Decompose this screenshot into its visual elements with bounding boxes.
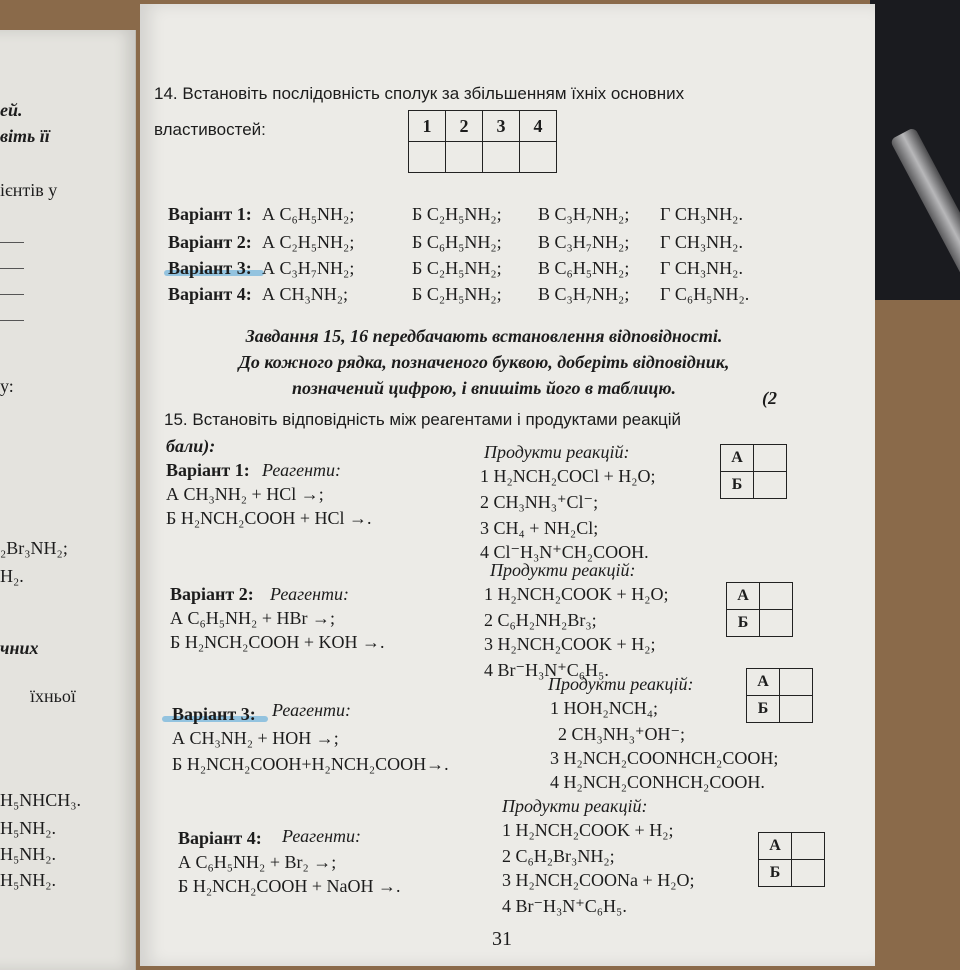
left-fragment: H₅NH₂. [0, 818, 57, 838]
answer-row-label: Б [759, 860, 792, 887]
q14-option-b: Б C₂H₅NH₂; [412, 204, 502, 224]
answer-cell[interactable] [483, 142, 520, 173]
q14-variant-label: Варіант 1: [168, 204, 252, 224]
q15-answer-table [726, 582, 793, 637]
q14-option-c: В C₆H₅NH₂; [538, 258, 630, 278]
left-fragment: віть її [0, 126, 50, 146]
q14-variant-label: Варіант 3: [168, 258, 252, 278]
instruction-line: позначений цифрою, і впишіть його в таблицю. [292, 378, 676, 398]
q14-option-b: Б C₂H₅NH₂; [412, 258, 502, 278]
answer-cell[interactable] [754, 472, 787, 499]
q14-title-cont: властивостей: [154, 120, 266, 139]
product-option: 1 H₂NCH₂COOK + H₂; [502, 820, 674, 840]
product-option: 3 H₂NCH₂COONHCH₂COOH; [550, 748, 779, 768]
q14-option-c: В C₃H₇NH₂; [538, 284, 630, 304]
products-heading: Продукти реакцій: [502, 796, 648, 816]
answer-cell[interactable] [792, 833, 825, 860]
answer-row-label: А [747, 669, 780, 696]
answer-header: 2 [446, 111, 483, 142]
reagent-a: А CH₃NH₂ + HCl →; [166, 484, 324, 504]
answer-row-label: А [759, 833, 792, 860]
q14-option-d: Г C₆H₅NH₂. [660, 284, 750, 304]
left-fragment: H₅NHCH₃. [0, 790, 82, 810]
reagents-heading: Реагенти: [272, 700, 352, 720]
product-option: 1 H₂NCH₂COOK + H₂O; [484, 584, 669, 604]
left-fragment: H₂. [0, 566, 24, 586]
q14-variant-label: Варіант 2: [168, 232, 252, 252]
answer-cell[interactable] [520, 142, 557, 173]
left-fragment: H₅NH₂. [0, 870, 57, 890]
q15-answer-table [720, 444, 787, 499]
answer-cell[interactable] [409, 142, 446, 173]
q14-option-b: Б C₂H₅NH₂; [412, 284, 502, 304]
left-fragment: ієнтів у [0, 180, 58, 200]
products-heading: Продукти реакцій: [484, 442, 630, 462]
reagent-b: Б H₂NCH₂COOH + HCl →. [166, 508, 372, 528]
q14-answer-table [408, 110, 557, 173]
product-option: 4 Br⁻H₃N⁺C₆H₅. [484, 660, 609, 680]
q14-option-d: Г CH₃NH₂. [660, 258, 743, 278]
instruction-line: До кожного рядка, позначеного буквою, доберіть відповідник, [238, 352, 730, 372]
product-option: 2 C₆H₂NH₂Br₃; [484, 610, 597, 630]
reagent-a: А C₆H₅NH₂ + Br₂ →; [178, 852, 337, 872]
q14-title: 14. Встановіть послідовність сполук за збільшенням їхніх основних [154, 84, 685, 103]
q14-option-a: А CH₃NH₂; [262, 284, 349, 304]
product-option: 3 H₂NCH₂COOK + H₂; [484, 634, 656, 654]
q14-option-a: А C₂H₅NH₂; [262, 232, 355, 252]
answer-cell[interactable] [760, 583, 793, 610]
reagents-heading: Реагенти: [270, 584, 350, 604]
product-option: 3 H₂NCH₂COONa + H₂O; [502, 870, 695, 890]
instruction-line: Завдання 15, 16 передбачають встановлення відповідності. [245, 326, 723, 346]
products-heading: Продукти реакцій: [490, 560, 636, 580]
left-dash [0, 268, 24, 269]
answer-cell[interactable] [760, 610, 793, 637]
left-dash [0, 242, 24, 243]
left-fragment: у: [0, 376, 14, 396]
answer-row-label: А [727, 583, 760, 610]
q15-answer-table [746, 668, 813, 723]
answer-cell[interactable] [446, 142, 483, 173]
product-option: 4 Br⁻H₃N⁺C₆H₅. [502, 896, 627, 916]
q15-title: 15. Встановіть відповідність між реагентами і продуктами реакцій [164, 410, 682, 429]
q14-option-a: А C₆H₅NH₂; [262, 204, 355, 224]
q14-option-d: Г CH₃NH₂. [660, 204, 743, 224]
q14-variant-label: Варіант 4: [168, 284, 252, 304]
answer-header: 1 [409, 111, 446, 142]
q14-option-c: В C₃H₇NH₂; [538, 204, 630, 224]
reagent-b: Б H₂NCH₂COOH+H₂NCH₂COOH→. [172, 754, 449, 774]
left-fragment: чних [0, 638, 39, 658]
product-option: 2 CH₃NH₃⁺OH⁻; [558, 724, 686, 744]
q15-variant-label: Варіант 2: [170, 584, 254, 604]
answer-cell[interactable] [780, 669, 813, 696]
page-number: 31 [492, 928, 512, 950]
reagents-heading: Реагенти: [282, 826, 362, 846]
answer-row-label: Б [747, 696, 780, 723]
left-fragment: H₅NH₂. [0, 844, 57, 864]
answer-cell[interactable] [792, 860, 825, 887]
answer-cell[interactable] [754, 445, 787, 472]
answer-header: 4 [520, 111, 557, 142]
reagent-b: Б H₂NCH₂COOH + NaOH →. [178, 876, 401, 896]
product-option: 1 HOH₂NCH₄; [550, 698, 659, 718]
answer-row-label: Б [727, 610, 760, 637]
answer-cell[interactable] [780, 696, 813, 723]
q15-variant-label: Варіант 1: [166, 460, 250, 480]
product-option: 3 CH₄ + NH₂Cl; [480, 518, 599, 538]
product-option: 2 C₆H₂Br₃NH₂; [502, 846, 615, 866]
left-fragment: ₂Br₃NH₂; [0, 538, 68, 558]
left-fragment: їхньої [30, 686, 76, 706]
q15-variant-label: Варіант 3: [172, 704, 256, 724]
left-page [0, 30, 136, 970]
q15-answer-table [758, 832, 825, 887]
reagent-b: Б H₂NCH₂COOH + KOH →. [170, 632, 385, 652]
products-heading: Продукти реакцій: [548, 674, 694, 694]
right-page [140, 4, 875, 966]
product-option: 2 CH₃NH₃⁺Cl⁻; [480, 492, 599, 512]
reagents-heading: Реагенти: [262, 460, 342, 480]
q14-option-b: Б C₆H₅NH₂; [412, 232, 502, 252]
q14-option-d: Г CH₃NH₂. [660, 232, 743, 252]
q15-variant-label: Варіант 4: [178, 828, 262, 848]
left-dash [0, 320, 24, 321]
q15-points: (2 [762, 388, 777, 408]
left-fragment: ей. [0, 100, 23, 120]
answer-header: 3 [483, 111, 520, 142]
q14-option-a: А C₃H₇NH₂; [262, 258, 355, 278]
product-option: 4 H₂NCH₂CONHCH₂COOH. [550, 772, 765, 792]
q14-option-c: В C₃H₇NH₂; [538, 232, 630, 252]
product-option: 4 Cl⁻H₃N⁺CH₂COOH. [480, 542, 649, 562]
q15-points-cont: бали): [166, 436, 216, 456]
product-option: 1 H₂NCH₂COCl + H₂O; [480, 466, 656, 486]
left-dash [0, 294, 24, 295]
answer-row-label: А [721, 445, 754, 472]
answer-row-label: Б [721, 472, 754, 499]
reagent-a: А C₆H₅NH₂ + HBr →; [170, 608, 335, 628]
reagent-a: А CH₃NH₂ + HOH →; [172, 728, 339, 748]
